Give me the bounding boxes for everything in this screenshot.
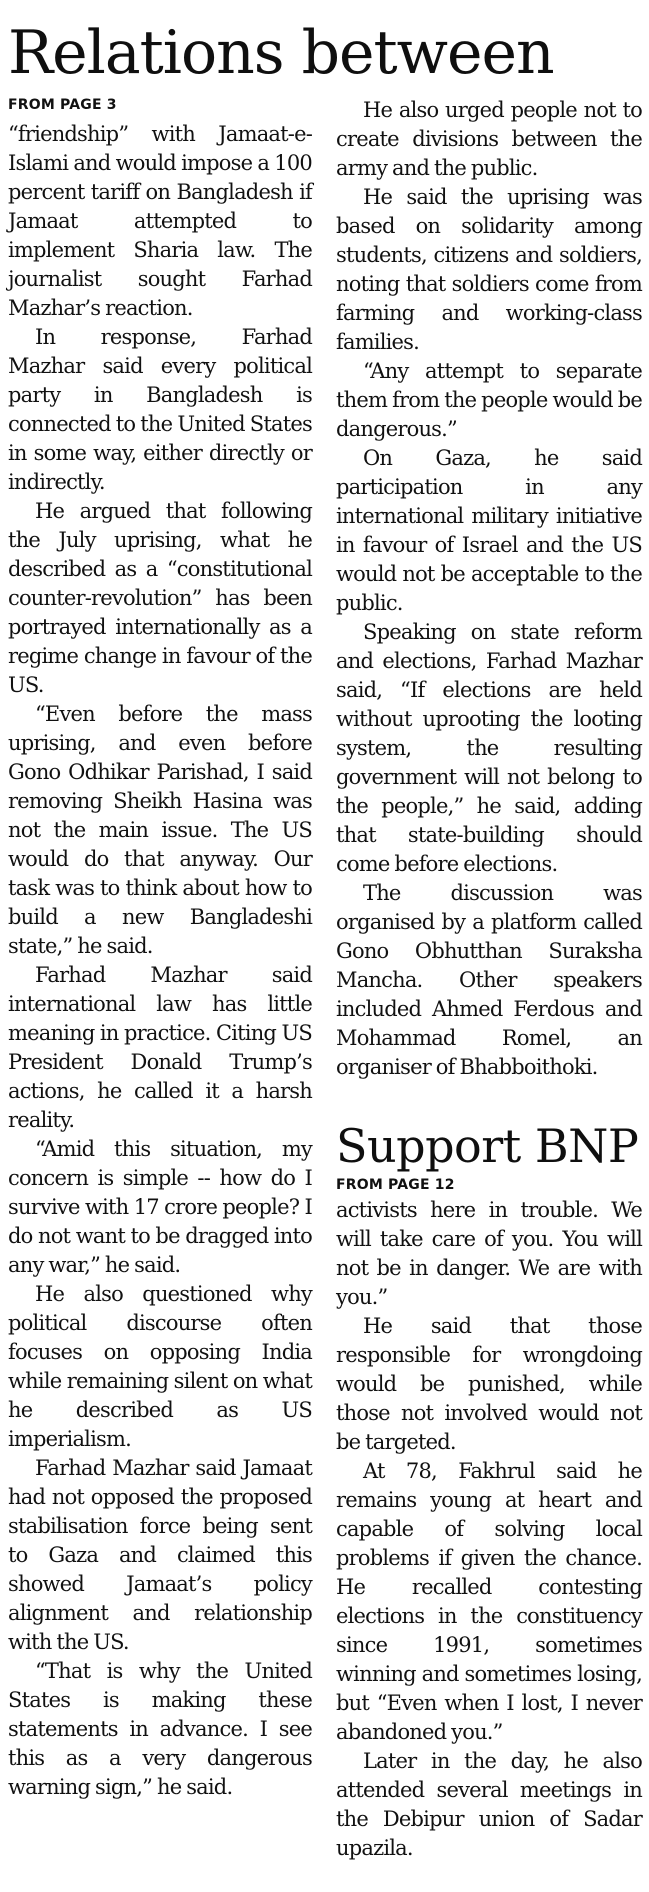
body-paragraph: He also urged people not to create divisions between the army and the public. — [336, 98, 642, 180]
body-paragraph: “Any attempt to separate them from the people would be dangerous.” — [336, 359, 642, 441]
body-paragraph: “friendship” with Jamaat-e-Islami and would impose a 100 percent tariff on Bangladesh if Jamaat attempted to implement Sharia law. The journalist sought Farhad Mazhar’s reaction. — [8, 122, 312, 320]
body-paragraph: activists here in trouble. We will take care of you. You will not be in danger. We are with you.” — [336, 1198, 642, 1309]
main-article-left-column — [8, 120, 312, 1802]
body-paragraph: Speaking on state reform and elections, Farhad Mazhar said, “If elections are held without uprooting the looting system, the resulting government will not belong to the people,” he said, adding that state-building should come before elections. — [336, 620, 642, 876]
body-paragraph: On Gaza, he said participation in any international military initiative in favour of Israel and the US would not be acceptable to the public. — [336, 446, 642, 615]
side-headline: Support BNP — [336, 1119, 639, 1173]
body-paragraph: At 78, Fakhrul said he remains young at heart and capable of solving local problems if given the chance. He recalled contesting elections in the constituency since 1991, sometimes winning and sometimes losing, but “Even when I lost, I never abandoned you.” — [336, 1459, 642, 1744]
side-jump-label: FROM PAGE 12 — [336, 1177, 455, 1193]
body-paragraph: “Amid this situation, my concern is simple -- how do I survive with 17 crore people? I do not want to be dragged into any war,” he said. — [8, 1137, 312, 1277]
body-paragraph: In response, Farhad Mazhar said every political party in Bangladesh is connected to the United States in some way, either directly or indirectly. — [8, 325, 312, 494]
body-paragraph: “That is why the United States is making these statements in advance. I see this as a very dangerous warning sign,” he said. — [8, 1659, 312, 1799]
body-paragraph: Farhad Mazhar said Jamaat had not opposed the proposed stabilisation force being sent to Gaza and claimed this showed Jamaat’s policy alignment and relationship with the US. — [8, 1456, 312, 1654]
main-article-right-column — [336, 96, 642, 1082]
body-paragraph: “Even before the mass uprising, and even before Gono Odhikar Parishad, I said removing Sheikh Hasina was not the main issue. The US would do that anyway. Our task was to think about how to build a new Bangladeshi state,” he said. — [8, 702, 312, 958]
main-headline: Relations between — [8, 18, 554, 88]
body-paragraph: He also questioned why political discourse often focuses on opposing India while remaining silent on what he described as US imperialism. — [8, 1282, 312, 1451]
body-paragraph: Farhad Mazhar said international law has little meaning in practice. Citing US President Donald Trump’s actions, he called it a harsh reality. — [8, 963, 312, 1132]
body-paragraph: He said the uprising was based on solidarity among students, citizens and soldiers, noting that soldiers come from farming and working-class families. — [336, 185, 642, 354]
body-paragraph: The discussion was organised by a platform called Gono Obhutthan Suraksha Mancha. Other speakers included Ahmed Ferdous and Mohammad Romel, an organiser of Bhabboithoki. — [336, 881, 642, 1079]
body-paragraph: He argued that following the July uprising, what he described as a “constitutional counter-revolution” has been portrayed internationally as a regime change in favour of the US. — [8, 499, 312, 697]
side-article-column — [336, 1196, 642, 1863]
body-paragraph: Later in the day, he also attended several meetings in the Debipur union of Sadar upazila. — [336, 1749, 642, 1860]
body-paragraph: He said that those responsible for wrongdoing would be punished, while those not involved would not be targeted. — [336, 1314, 642, 1454]
main-jump-label: FROM PAGE 3 — [8, 97, 117, 113]
